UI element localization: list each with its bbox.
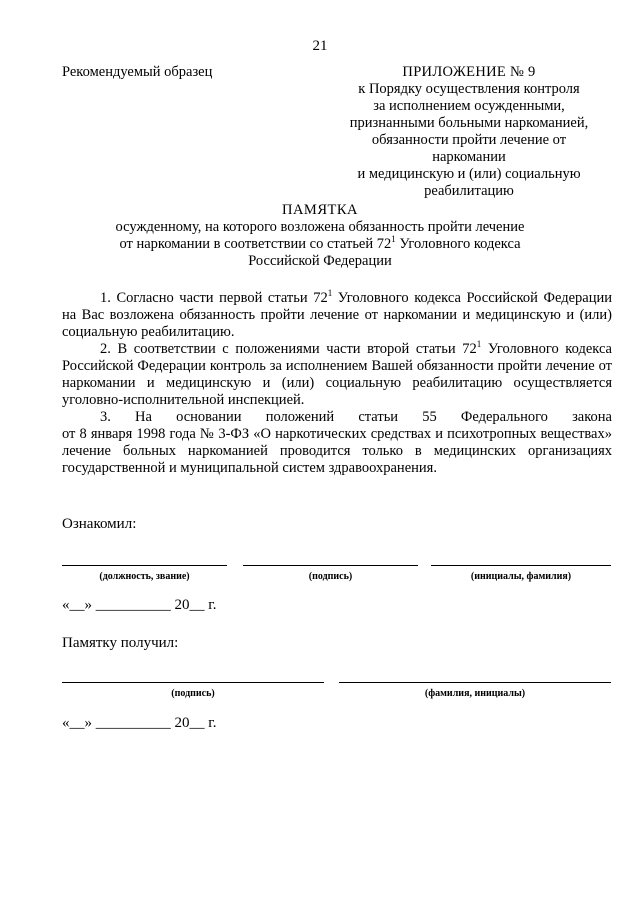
- paragraph-2: [62, 341, 612, 409]
- article-superscript: 1: [327, 288, 333, 299]
- appendix-line: за исполнением осужденными,: [373, 98, 565, 114]
- acknowledged-label: Ознакомил:: [62, 516, 137, 532]
- received-label: Памятку получил:: [62, 635, 179, 651]
- paragraph-text: 1. Согласно части первой статьи 72: [100, 290, 328, 306]
- paragraph-text: Уголовного кодекса Российской Федерации на Вас возложена обязанность пройти лечение от наркомании и медицинскую и (или) социальную реабилитацию.: [62, 290, 612, 340]
- memo-subtitle-line: осужденному, на которого возложена обязанность пройти лечение: [115, 219, 525, 235]
- caption-initials-surname: (инициалы, фамилия): [470, 571, 572, 582]
- acknowledged-date: «__» __________ 20__ г.: [62, 597, 217, 613]
- article-superscript: 1: [391, 234, 396, 245]
- memo-title-block: [70, 202, 570, 270]
- received-signature-line: [62, 682, 324, 683]
- paragraph-text: Уголовного кодекса Российской Федерации контроль за исполнением Вашей обязанности пройти лечение от наркомании и медицинскую и (или) социальную реабилитацию осуществляется уголовно-исполнительной инспекцией.: [62, 341, 612, 408]
- memo-subtitle-text: от наркомании в соответствии со статьей 72: [119, 236, 392, 252]
- appendix-line: к Порядку осуществления контроля: [358, 81, 580, 97]
- memo-subtitle-line: Российской Федерации: [248, 253, 392, 269]
- article-superscript: 1: [476, 339, 482, 350]
- caption-received-signature: (подпись): [171, 688, 215, 699]
- caption-signature: (подпись): [308, 571, 353, 582]
- memo-subtitle-line: [70, 236, 570, 253]
- received-date: «__» __________ 20__ г.: [62, 715, 217, 731]
- appendix-line: обязанности пройти лечение от наркомании: [371, 132, 567, 165]
- paragraph-3-first-line: 3. На основании положений статьи 55 Федерального закона: [100, 409, 612, 425]
- initials-surname-line: [431, 565, 611, 566]
- paragraph-3-rest: от 8 января 1998 года № 3-ФЗ «О наркотических средствах и психотропных веществах» лечение больных наркоманией проводится только в медицинских организациях государственной и муниципальной систем здравоохранения.: [62, 426, 612, 476]
- received-name-line: [339, 682, 611, 683]
- appendix-line: признанными больными наркоманией,: [349, 115, 589, 131]
- memo-subtitle-text: Уголовного кодекса: [395, 236, 521, 252]
- page-number: 21: [312, 38, 328, 54]
- memo-heading: ПАМЯТКА: [281, 202, 358, 218]
- appendix-heading: ПРИЛОЖЕНИЕ № 9: [402, 64, 536, 80]
- caption-received-name: (фамилия, инициалы): [424, 688, 526, 699]
- caption-position-rank: (должность, звание): [99, 571, 190, 582]
- paragraph-1: [62, 290, 612, 341]
- signature-line: [243, 565, 418, 566]
- recommended-sample-label: Рекомендуемый образец: [62, 64, 213, 80]
- position-rank-line: [62, 565, 227, 566]
- memo-body: [62, 290, 612, 477]
- appendix-line: и медицинскую и (или) социальную: [357, 166, 581, 182]
- appendix-block: [340, 64, 598, 200]
- paragraph-text: 2. В соответствии с положениями части второй статьи 72: [100, 341, 477, 357]
- appendix-line: реабилитацию: [424, 183, 514, 199]
